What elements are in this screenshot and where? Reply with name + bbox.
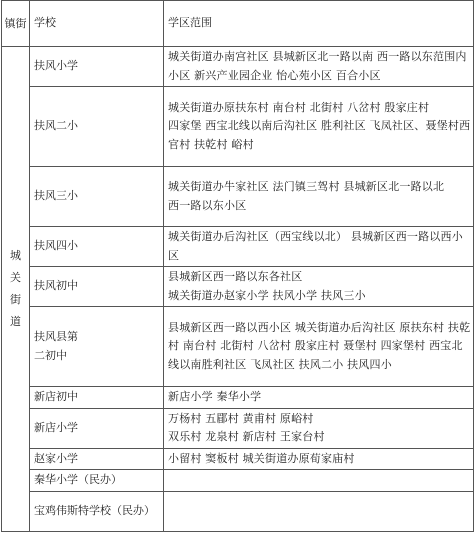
area-line: 西一路以东小区	[168, 198, 247, 212]
header-town	[2, 1, 30, 47]
table-row	[2, 307, 474, 387]
area-line: 城关街道办原扶东村 南台村 北街村 八岔村 殷家庄村	[168, 100, 430, 114]
district-area	[164, 491, 474, 531]
area-line: 城关街道办赵家小学 扶风小学 扶风三小	[168, 288, 366, 302]
town-cell	[2, 47, 30, 532]
town-name: 城关街道	[10, 248, 21, 328]
school-name: 扶风小学	[30, 47, 164, 87]
school-name	[30, 307, 164, 387]
district-area	[164, 47, 474, 87]
school-name: 扶风初中	[30, 267, 164, 307]
school-name: 新店小学	[30, 408, 164, 448]
area-line: 县城新区西一路以东各社区	[168, 270, 303, 283]
area-line: 县城新区西一路以西小区 城关街道办后沟社区 原扶东村 扶乾村 南台村 北街村 八岔村 殷家庄村 聂堡村 四家堡村 西宝北线以南胜利社区 飞凤社区 扶风二小 扶风四小	[168, 320, 471, 371]
district-area	[164, 470, 474, 492]
area-line: 小留村 窦板村 城关街道办原荀家庙村	[168, 451, 355, 465]
header-school: 学校	[30, 1, 164, 47]
school-name: 赵家小学	[30, 448, 164, 470]
header-town-text: 镇街	[4, 16, 27, 30]
table-row	[2, 227, 474, 267]
school-name: 秦华小学（民办）	[30, 470, 164, 492]
area-line: 万杨村 五郿村 黄甫村 原峪村	[168, 411, 314, 425]
table-row	[2, 387, 474, 409]
area-line: 新店小学 秦华小学	[168, 390, 262, 403]
table-row	[2, 47, 474, 87]
district-area	[164, 267, 474, 307]
district-area	[164, 387, 474, 409]
school-district-table	[1, 0, 474, 532]
table-row	[2, 167, 474, 227]
area-line: 城关街道办后沟社区（西宝线以北） 县城新区西一路以西小区	[168, 230, 463, 262]
school-name: 扶风三小	[30, 167, 164, 227]
district-area	[164, 167, 474, 227]
area-line: 双乐村 龙泉村 新店村 王家台村	[168, 430, 325, 443]
district-area	[164, 448, 474, 470]
area-line: 四家堡 西宝北线以南后沟社区 胜利社区 飞凤社区、聂堡村西官村 扶乾村 峪村	[168, 119, 471, 151]
district-area	[164, 87, 474, 167]
school-name-text: 扶风县第二初中	[34, 330, 78, 362]
district-area	[164, 408, 474, 448]
school-name: 扶风二小	[30, 87, 164, 167]
table-row	[2, 408, 474, 448]
table-header-row	[2, 1, 474, 47]
table-row	[2, 491, 474, 531]
school-name: 宝鸡伟斯特学校（民办）	[30, 491, 164, 531]
header-area: 学区范围	[164, 1, 474, 47]
district-area	[164, 307, 474, 387]
table-row	[2, 267, 474, 307]
table-row	[2, 470, 474, 492]
table-row	[2, 87, 474, 167]
table-row	[2, 448, 474, 470]
area-line: 城关街道办牛家社区 法门镇三驾村 县城新区北一路以北	[168, 180, 445, 193]
school-name: 扶风四小	[30, 227, 164, 267]
school-name: 新店初中	[30, 387, 164, 409]
area-line: 城关街道办南宫社区 县城新区北一路以南 西一路以东范围内小区 新兴产业园企业 怡心苑小区 百合小区	[168, 50, 467, 82]
district-area	[164, 227, 474, 267]
